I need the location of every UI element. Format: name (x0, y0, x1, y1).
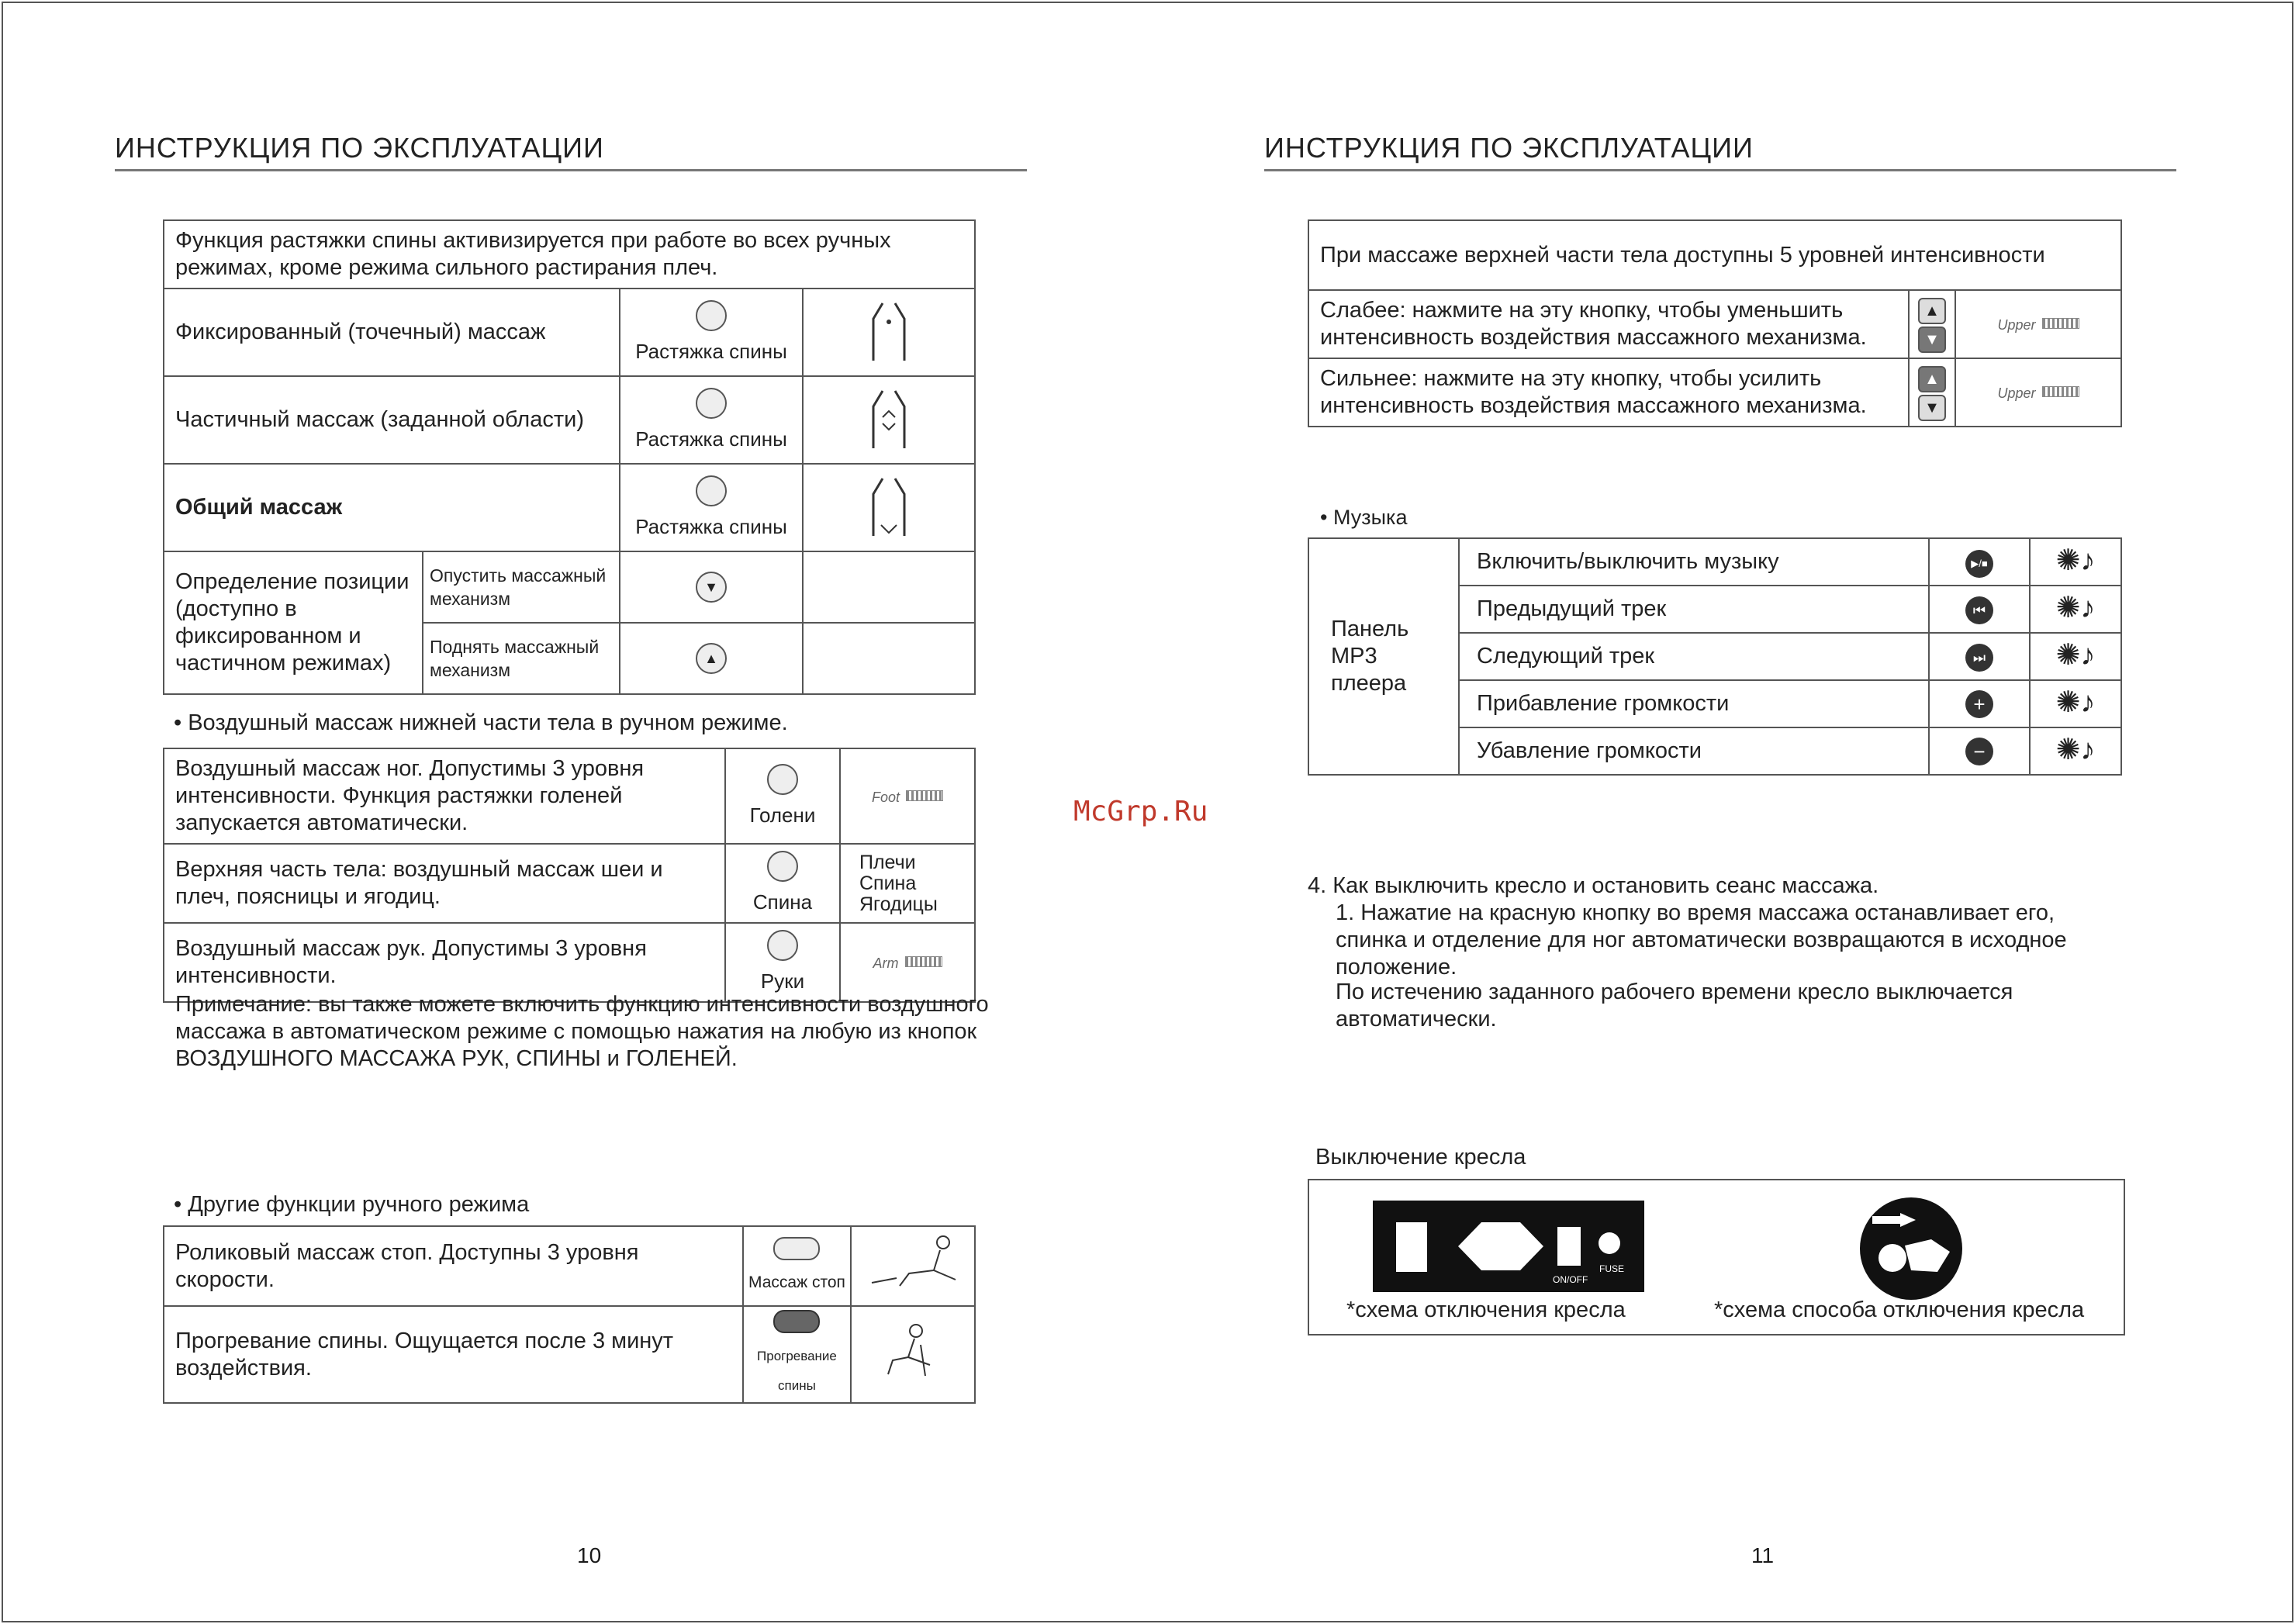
stretch-button-cell[interactable] (620, 289, 803, 376)
heat-button-cell[interactable] (743, 1306, 851, 1403)
music-button-cell[interactable] (1929, 538, 2030, 586)
indicator-cell (1955, 290, 2121, 358)
page-number: 10 (577, 1543, 602, 1567)
speaker-cell (2030, 680, 2121, 727)
level-bars-icon (2042, 318, 2079, 329)
indicator-label: Arm (873, 955, 899, 971)
off-title: 4. Как выключить кресло и остановить сеанс массажа. (1308, 873, 1879, 898)
music-note-icon: ✺♪ (2055, 591, 2096, 624)
round-button[interactable] (696, 300, 727, 331)
unplug-icon (1857, 1194, 1965, 1303)
air-row-text: Воздушный массаж ног. Допустимы 3 уровня интенсивности. Функция растяжки голеней запускается автоматически. (164, 748, 725, 844)
right-page (1148, 0, 2295, 1624)
figure-cell (851, 1226, 975, 1306)
air-title-text: Воздушный массаж нижней части тела в ручном режиме. (188, 710, 788, 735)
volume-down-icon[interactable]: − (1965, 738, 1993, 765)
air-button-cell[interactable] (725, 923, 840, 1002)
music-table (1308, 537, 2122, 776)
down-arrow-button[interactable]: ▼ (1918, 395, 1946, 421)
indicator-cell (840, 748, 975, 844)
round-button[interactable] (696, 388, 727, 419)
up-arrow-button[interactable]: ▲ (1918, 366, 1946, 392)
other-table (163, 1225, 976, 1404)
other-row-text: Прогревание спины. Ощущается после 3 минут воздействия. (164, 1306, 743, 1403)
stronger-buttons[interactable] (1909, 358, 1955, 427)
button-label: Руки (760, 969, 805, 993)
button-label: Растяжка спины (635, 427, 787, 451)
indicator-buttocks: Ягодицы (859, 893, 938, 915)
other-title-text: Другие функции ручного режима (188, 1192, 530, 1217)
page-header: ИНСТРУКЦИЯ ПО ЭКСПЛУАТАЦИИ (115, 132, 604, 164)
indicator-cell (1955, 358, 2121, 427)
air-row-text: Воздушный массаж рук. Допустимы 3 уровня интенсивности. (164, 923, 725, 1002)
air-title: • Воздушный массаж нижней части тела в ручном режиме. (174, 710, 788, 735)
row-label: Общий массаж (164, 464, 620, 551)
speaker-cell (2030, 633, 2121, 680)
button-label: Голени (749, 803, 816, 827)
speaker-cell (2030, 727, 2121, 775)
row-label: Частичный массаж (заданной области) (164, 376, 620, 464)
music-note-icon: ✺♪ (2055, 544, 2096, 577)
header-rule (1264, 169, 2176, 171)
play-pause-icon[interactable]: ▶/■ (1965, 550, 1993, 578)
music-row-text: Прибавление громкости (1459, 680, 1929, 727)
down-button-cell[interactable] (620, 551, 803, 623)
music-row-text: Предыдущий трек (1459, 586, 1929, 633)
round-button[interactable] (696, 475, 727, 506)
button-label: Спина (752, 890, 813, 914)
caption-right: *схема способа отключения кресла (1714, 1297, 2085, 1322)
intensity-text: Слабее: нажмите на эту кнопку, чтобы уменьшить интенсивность воздействия массажного механизма. (1308, 290, 1909, 358)
stretch-button-cell[interactable] (620, 376, 803, 464)
indicator-back: Спина (859, 872, 917, 894)
down-arrow-button[interactable]: ▼ (1918, 327, 1946, 353)
indicator-cell (840, 844, 975, 923)
off-paragraph-1: 1. Нажатие на красную кнопку во время массажа останавливает его, спинка и отделение для ног автоматически возвращаются в исходное положение. (1336, 900, 2067, 980)
music-button-cell[interactable] (1929, 633, 2030, 680)
seated-person-icon (882, 1322, 944, 1380)
off-paragraph-2: По истечению заданного рабочего времени кресло выключается автоматически. (1336, 980, 2013, 1031)
indicator-label: Foot (871, 789, 900, 805)
music-title: • Музыка (1320, 506, 1408, 529)
speaker-cell (2030, 538, 2121, 586)
music-button-cell[interactable] (1929, 680, 2030, 727)
music-row-text: Убавление громкости (1459, 727, 1929, 775)
round-button[interactable] (767, 764, 798, 795)
music-button-cell[interactable] (1929, 727, 2030, 775)
back-figure-cell (803, 464, 975, 551)
previous-track-icon[interactable]: ⏮ (1965, 596, 1993, 624)
figure-cell (851, 1306, 975, 1403)
shutdown-title: Выключение кресла (1315, 1145, 1526, 1170)
page-number: 11 (1751, 1543, 1775, 1567)
other-row-text: Роликовый массаж стоп. Доступны 3 уровня скорости. (164, 1226, 743, 1306)
header-rule (115, 169, 1027, 171)
level-bars-icon (906, 790, 943, 801)
watermark: McGrp.Ru (1073, 796, 1208, 828)
button-label: Растяжка спины (635, 514, 787, 538)
round-button[interactable] (767, 851, 798, 882)
air-note: Примечание: вы также можете включить функцию интенсивности воздушного массажа в автоматическом режиме с помощью нажатия на любую из кнопок ВОЗДУШНОГО МАССАЖА РУК, СПИНЫ и ГОЛЕНЕЙ. (175, 992, 989, 1071)
lower-label: Опустить массажный механизм (423, 551, 620, 623)
up-arrow-button[interactable]: ▲ (1918, 298, 1946, 324)
indicator-label: Upper (1997, 317, 2036, 333)
back-figure-cell (803, 376, 975, 464)
back-figure-icon (867, 471, 911, 537)
button-label: Прогревание спины (757, 1349, 837, 1393)
level-bars-icon (905, 956, 942, 967)
position-label: Определение позиции (доступно в фиксированном и частичном режимах) (164, 551, 423, 694)
music-note-icon: ✺♪ (2055, 686, 2096, 719)
indicator-cell (840, 923, 975, 1002)
empty-cell (803, 551, 975, 623)
button-label: Растяжка спины (635, 339, 787, 363)
intensity-title: При массаже верхней части тела доступны 5 уровней интенсивности (1308, 220, 2121, 290)
music-row-text: Включить/выключить музыку (1459, 538, 1929, 586)
fuse-label: FUSE (1599, 1263, 1625, 1274)
music-note-icon: ✺♪ (2055, 733, 2096, 766)
empty-cell (803, 623, 975, 694)
stretch-button-cell[interactable] (620, 464, 803, 551)
music-button-cell[interactable] (1929, 586, 2030, 633)
up-button-cell[interactable] (620, 623, 803, 694)
power-panel-diagram (1373, 1201, 1644, 1292)
level-bars-icon (2042, 386, 2079, 397)
back-figure-icon (867, 295, 911, 362)
music-row-text: Следующий трек (1459, 633, 1929, 680)
speaker-cell (2030, 586, 2121, 633)
caption-left: *схема отключения кресла (1346, 1297, 1626, 1322)
music-note-icon: ✺♪ (2055, 638, 2096, 672)
next-track-icon[interactable]: ⏭ (1965, 644, 1993, 672)
button-label: Массаж стоп (748, 1273, 845, 1291)
onoff-label: ON/OFF (1553, 1274, 1588, 1285)
mp3-panel-label: Панель MP3 плеера (1308, 538, 1459, 775)
air-row-text: Верхняя часть тела: воздушный массаж шеи и плеч, поясницы и ягодиц. (164, 844, 725, 923)
air-table (163, 748, 976, 1003)
air-button-cell[interactable] (725, 844, 840, 923)
row-label: Фиксированный (точечный) массаж (164, 289, 620, 376)
indicator-shoulders: Плечи (859, 851, 916, 873)
stretch-table (163, 219, 976, 695)
volume-up-icon[interactable]: + (1965, 690, 1993, 718)
up-arrow-button[interactable]: ▲ (696, 643, 727, 674)
other-title: • Другие функции ручного режима (174, 1192, 530, 1217)
foot-button-cell[interactable] (743, 1226, 851, 1306)
page-header: ИНСТРУКЦИЯ ПО ЭКСПЛУАТАЦИИ (1264, 132, 1754, 164)
back-figure-icon (867, 383, 911, 450)
indicator-label: Upper (1997, 385, 2036, 401)
music-title-text: Музыка (1332, 506, 1408, 529)
seated-person-icon (862, 1233, 963, 1292)
pill-button[interactable] (773, 1310, 820, 1333)
pill-button[interactable] (773, 1237, 820, 1260)
round-button[interactable] (767, 930, 798, 961)
raise-label: Поднять массажный механизм (423, 623, 620, 694)
intensity-table (1308, 219, 2122, 427)
weaker-buttons[interactable] (1909, 290, 1955, 358)
stretch-intro: Функция растяжки спины активизируется при работе во всех ручных режимах, кроме режима сильного растирания плеч. (164, 220, 975, 289)
down-arrow-button[interactable]: ▼ (696, 572, 727, 603)
intensity-text: Сильнее: нажмите на эту кнопку, чтобы усилить интенсивность воздействия массажного механизма. (1308, 358, 1909, 427)
shutdown-box (1308, 1179, 2125, 1335)
air-button-cell[interactable] (725, 748, 840, 844)
back-figure-cell (803, 289, 975, 376)
